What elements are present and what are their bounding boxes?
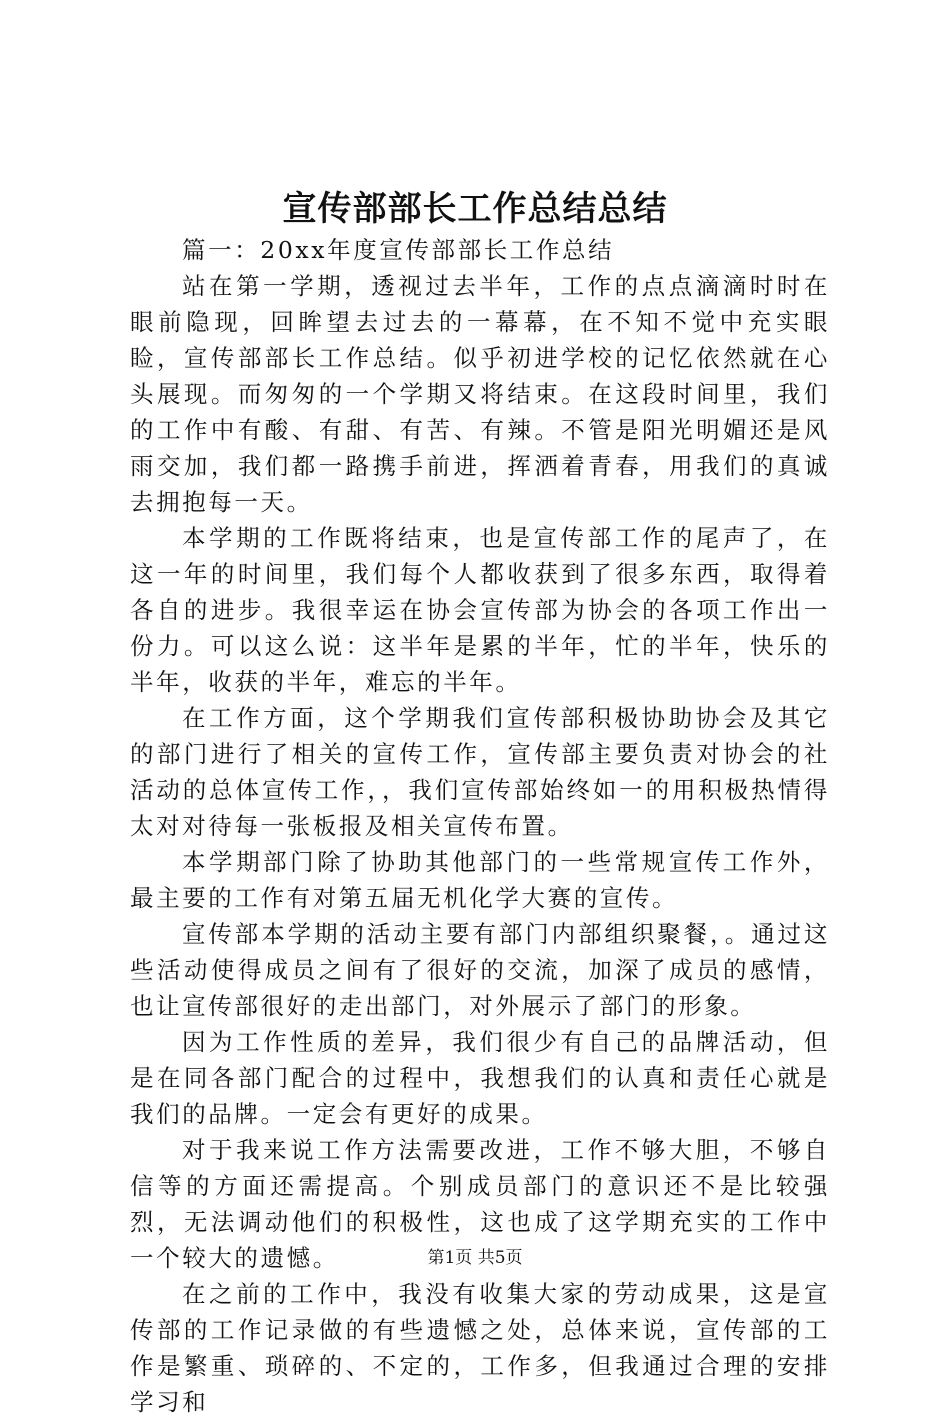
document-body	[130, 232, 830, 1420]
body-paragraph: 本学期的工作既将结束，也是宣传部工作的尾声了，在这一年的时间里，我们每个人都收获到了很多东西，取得着各自的进步。我很幸运在协会宣传部为协会的各项工作出一份力。可以这么说：这半年是累的半年，忙的半年，快乐的半年，收获的半年，难忘的半年。	[130, 524, 830, 696]
body-paragraph: 在工作方面，这个学期我们宣传部积极协助协会及其它的部门进行了相关的宣传工作，宣传部主要负责对协会的社活动的总体宣传工作，，我们宣传部始终如一的用积极热情得太对对待每一张板报及相关宣传布置。	[130, 704, 830, 840]
body-paragraph: 宣传部本学期的活动主要有部门内部组织聚餐，。通过这些活动使得成员之间有了很好的交流，加深了成员的感情，也让宣传部很好的走出部门，对外展示了部门的形象。	[130, 920, 830, 1020]
document-title: 宣传部部长工作总结总结	[282, 189, 668, 229]
body-paragraph: 对于我来说工作方法需要改进，工作不够大胆，不够自信等的方面还需提高。个别成员部门的意识还不是比较强烈，无法调动他们的积极性，这也成了这学期充实的工作中一个较大的遗憾。	[130, 1136, 830, 1272]
body-paragraph: 在之前的工作中，我没有收集大家的劳动成果，这是宣传部的工作记录做的有些遗憾之处，总体来说，宣传部的工作是繁重、琐碎的、不定的，工作多，但我通过合理的安排学习和	[130, 1280, 830, 1416]
body-paragraph: 本学期部门除了协助其他部门的一些常规宣传工作外，最主要的工作有对第五届无机化学大赛的宣传。	[130, 848, 830, 912]
section-heading: 篇一：20xx年度宣传部部长工作总结	[182, 236, 615, 264]
body-paragraph: 站在第一学期，透视过去半年，工作的点点滴滴时时在眼前隐现，回眸望去过去的一幕幕，在不知不觉中充实眼睑，宣传部部长工作总结。似乎初进学校的记忆依然就在心头展现。而匆匆的一个学期又将结束。在这段时间里，我们的工作中有酸、有甜、有苦、有辣。不管是阳光明媚还是风雨交加，我们都一路携手前进，挥洒着青春，用我们的真诚去拥抱每一天。	[130, 272, 830, 516]
page-number-footer: 第1页 共5页	[427, 1248, 523, 1268]
body-paragraph: 因为工作性质的差异，我们很少有自己的品牌活动，但是在同各部门配合的过程中，我想我们的认真和责任心就是我们的品牌。一定会有更好的成果。	[130, 1028, 830, 1128]
